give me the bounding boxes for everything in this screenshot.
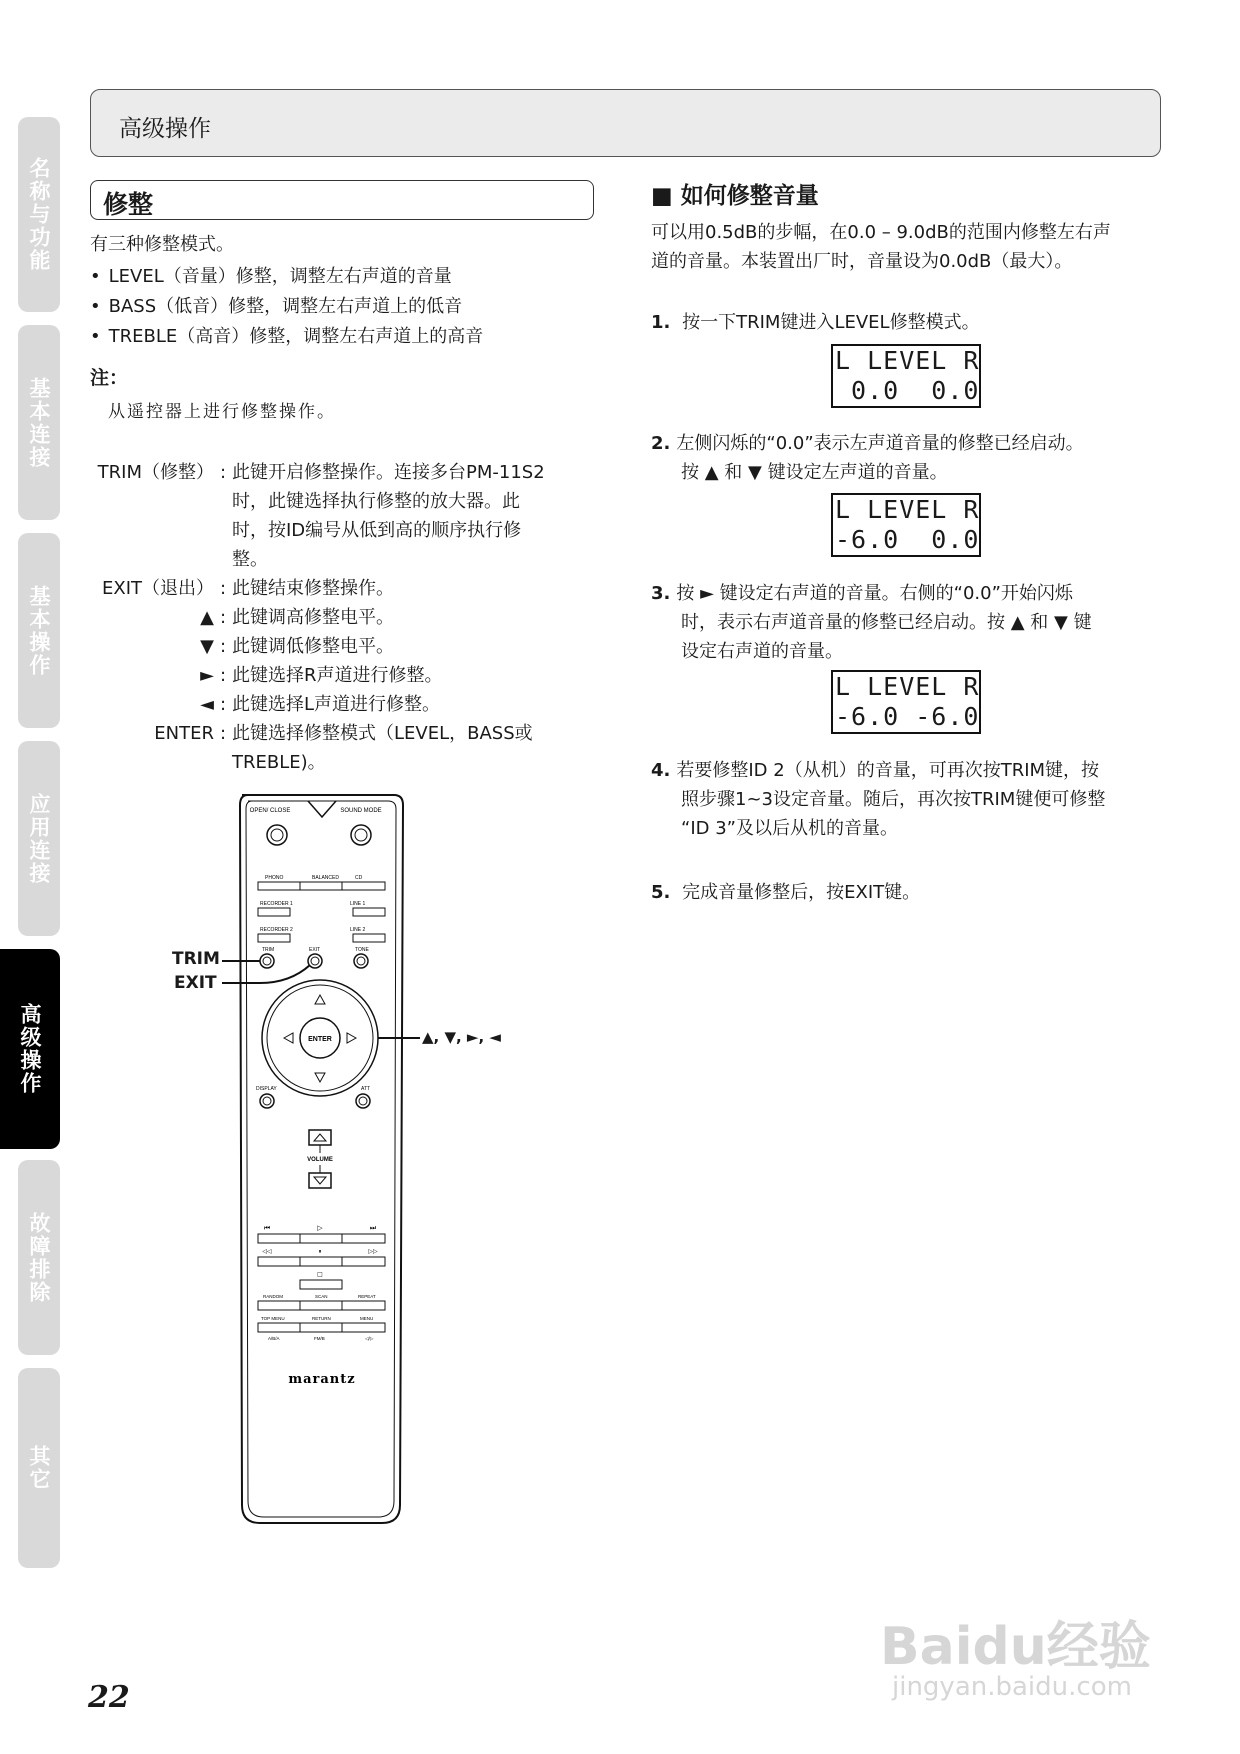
right-section-title: ■ 如何修整音量 — [651, 183, 819, 209]
key-row: ENTER : 此键选择修整模式（LEVEL，BASS或 TREBLE)。 — [90, 719, 600, 777]
tone-button[interactable] — [354, 954, 368, 968]
key-name: ENTER — [154, 723, 214, 744]
line1-label: LINE 1 — [350, 901, 366, 907]
rewind-icon: ◁◁ — [262, 1248, 272, 1255]
key-desc-line: 此键调高修整电平。 — [232, 607, 394, 628]
key-name: TRIM（修整） — [97, 462, 214, 483]
line1-button[interactable] — [353, 908, 385, 916]
return-label: RETURN — [312, 1316, 331, 1321]
scan-label: SCAN — [315, 1294, 328, 1299]
key-row: TRIM（修整） : 此键开启修整操作。连接多台PM-11S2 时，此键选择执行修整的放大器。此 时，按ID编号从低到高的顺序执行修 整。 — [90, 458, 600, 574]
bullet-item — [90, 292, 462, 321]
lcd-display — [831, 493, 981, 557]
recorder1-label: RECORDER 1 — [260, 901, 293, 907]
key-desc — [232, 719, 600, 777]
key-row: EXIT（退出） : 此键结束修整操作。 — [90, 574, 600, 603]
key-desc-line: 此键调低修整电平。 — [232, 636, 394, 657]
key-desc-line: 此键选择R声道进行修整。 — [232, 665, 443, 686]
sidetab-label: 应用连接 — [27, 792, 51, 885]
step-text: 按 ► 键设定右声道的音量。右侧的“0.0”开始闪烁 — [676, 583, 1073, 604]
balanced-label: BALANCED — [312, 875, 339, 881]
step-text: 左侧闪烁的“0.0”表示左声道音量的修整已经启动。 — [676, 433, 1084, 454]
phono-label: PHONO — [265, 875, 284, 881]
recorder2-label: RECORDER 2 — [260, 927, 293, 933]
recorder2-button[interactable] — [258, 934, 290, 942]
step-text: 时，表示右声道音量的修整已经启动。按 ▲ 和 ▼ 键 — [681, 612, 1092, 633]
key-row: ▼ : 此键调低修整电平。 — [90, 632, 600, 661]
step-3 — [651, 579, 1092, 666]
watermark-url: jingyan.baidu.com — [892, 1672, 1132, 1702]
source-button-row[interactable] — [258, 882, 385, 890]
step-text: 设定右声道的音量。 — [681, 641, 843, 662]
open-close-button[interactable] — [267, 825, 287, 845]
fmb-label: FM/B — [314, 1336, 325, 1341]
key-name: ▲ — [200, 607, 214, 628]
sidetab-label: 高级操作 — [18, 1003, 42, 1095]
menu-button-row[interactable] — [258, 1323, 385, 1332]
key-desc-line: 此键开启修整操作。连接多台PM-11S2 — [232, 462, 545, 483]
fast-forward-icon: ▷▷ — [368, 1248, 378, 1255]
brand-logo: marantz — [288, 1372, 356, 1387]
intro-text: 有三种修整模式。 — [90, 234, 234, 255]
arrows-callout: ▲, ▼, ►, ◄ — [422, 1028, 501, 1046]
sidetab-label: 基本操作 — [27, 584, 51, 677]
remote-control-illustration — [160, 785, 540, 1530]
step-5 — [651, 878, 920, 907]
right-intro-line: 道的音量。本装置出厂时，音量设为0.0dB（最大）。 — [651, 251, 1073, 272]
open-close-label: OPEN/ CLOSE — [249, 808, 291, 814]
step-text: 若要修整ID 2（从机）的音量，可再次按TRIM键，按 — [676, 760, 1100, 781]
note-title: 注： — [90, 367, 129, 389]
sidetab-troubleshooting[interactable] — [18, 1160, 60, 1355]
repeat-label: REPEAT — [358, 1294, 376, 1299]
key-row: ▲ : 此键调高修整电平。 — [90, 603, 600, 632]
key-desc-line: 此键结束修整操作。 — [232, 578, 394, 599]
sidetab-names-functions[interactable] — [18, 117, 60, 312]
key-name: ► — [200, 665, 214, 686]
lcd-line: L LEVEL R — [835, 346, 980, 375]
key-desc-line: 时，按ID编号从低到高的顺序执行修 — [232, 520, 522, 541]
sidetab-basic-connection[interactable] — [18, 325, 60, 520]
step-text: 完成音量修整后，按EXIT键。 — [682, 882, 921, 903]
display-button[interactable] — [260, 1094, 274, 1108]
sound-mode-button[interactable] — [351, 825, 371, 845]
display-label: DISPLAY — [256, 1086, 277, 1092]
step-4 — [651, 756, 1105, 843]
bullet-text: TREBLE（高音）修整，调整左右声道上的高音 — [108, 326, 484, 347]
enter-label: ENTER — [308, 1036, 332, 1043]
step-number: 5. — [651, 882, 671, 903]
step-number: 1. — [651, 312, 671, 333]
skip-back-icon: ⏮ — [263, 1224, 271, 1232]
line2-button[interactable] — [353, 934, 385, 942]
key-name: ◄ — [200, 694, 214, 715]
chapter-header — [90, 89, 1161, 157]
lcd-line: L LEVEL R — [835, 672, 980, 701]
line2-label: LINE 2 — [350, 927, 366, 933]
transport-row-1[interactable] — [258, 1234, 385, 1243]
trim-small-label: TRIM — [262, 947, 275, 953]
right-intro-line: 可以用0.5dB的步幅，在0.0 – 9.0dB的范围内修整左右声 — [651, 222, 1111, 243]
stop-icon: □ — [317, 1271, 323, 1278]
volume-label: VOLUME — [307, 1157, 333, 1163]
random-label: RANDOM — [263, 1294, 283, 1299]
play-icon: ▷ — [317, 1224, 323, 1232]
sidetab-label: 故障排除 — [27, 1211, 51, 1304]
lcd-line: -6.0 0.0 — [835, 525, 980, 554]
step-2 — [651, 429, 1084, 487]
step-number: 2. — [651, 433, 671, 454]
note-text: 从遥控器上进行修整操作。 — [108, 402, 336, 422]
lr-label: ◁/▷ — [365, 1337, 374, 1342]
sidetab-label: 其它 — [27, 1445, 51, 1491]
att-button[interactable] — [356, 1094, 370, 1108]
sidetab-advanced-operation[interactable] — [0, 949, 60, 1149]
key-desc-line: 时，此键选择执行修整的放大器。此 — [232, 491, 520, 512]
step-1 — [651, 308, 980, 337]
bullet-item — [90, 262, 452, 291]
bullet-text: LEVEL（音量）修整，调整左右声道的音量 — [108, 266, 452, 287]
exit-callout: EXIT — [174, 973, 217, 993]
lcd-line: -6.0 -6.0 — [835, 702, 980, 731]
pause-icon: ⏸ — [318, 1248, 322, 1255]
recorder1-button[interactable] — [258, 908, 290, 916]
key-name: EXIT（退出） — [101, 578, 214, 599]
key-descriptions — [90, 458, 600, 777]
key-desc-line: 此键选择修整模式（LEVEL，BASS或 — [232, 723, 533, 744]
key-name: ▼ — [200, 636, 214, 657]
lcd-line: L LEVEL R — [835, 495, 980, 524]
volume-down-button[interactable] — [309, 1173, 331, 1188]
section-header — [90, 180, 594, 220]
sound-mode-label: SOUND MODE — [340, 808, 382, 814]
tone-small-label: TONE — [355, 947, 369, 953]
skip-forward-icon: ⏭ — [369, 1224, 377, 1232]
menu-label: MENU — [360, 1316, 374, 1321]
sidetab-others[interactable] — [18, 1368, 60, 1568]
key-desc-line: 整。 — [232, 549, 268, 570]
sidetab-application-connection[interactable] — [18, 741, 60, 936]
lcd-line: 0.0 0.0 — [835, 376, 980, 405]
trim-button[interactable] — [260, 954, 274, 968]
step-text: “ID 3”及以后从机的音量。 — [681, 818, 898, 839]
lcd-display — [831, 344, 981, 408]
top-menu-label: TOP MENU — [261, 1316, 285, 1321]
section-title: 修整 — [103, 190, 154, 219]
sidetab-label: 基本连接 — [27, 376, 51, 469]
step-text: 按 ▲ 和 ▼ 键设定左声道的音量。 — [681, 462, 948, 483]
bullet-text: BASS（低音）修整，调整左右声道上的低音 — [108, 296, 463, 317]
key-desc — [232, 458, 600, 574]
sidetab-label: 名称与功能 — [27, 157, 51, 272]
cd-label: CD — [355, 875, 363, 881]
page-number: 22 — [88, 1680, 130, 1715]
step-text: 照步骤1~3设定音量。随后，再次按TRIM键便可修整 — [681, 789, 1106, 810]
key-row: ► : 此键选择R声道进行修整。 — [90, 661, 600, 690]
chapter-title: 高级操作 — [119, 116, 211, 142]
mode-button-row[interactable] — [258, 1301, 385, 1310]
att-label: ATT — [361, 1086, 371, 1092]
key-row: ◄ : 此键选择L声道进行修整。 — [90, 690, 600, 719]
transport-row-2[interactable] — [258, 1257, 385, 1266]
step-number: 3. — [651, 583, 671, 604]
sidetab-basic-operation[interactable] — [18, 533, 60, 728]
exit-small-label: EXIT — [309, 947, 321, 953]
watermark-logo: Baidu经验 — [880, 1617, 1151, 1677]
step-text: 按一下TRIM键进入LEVEL修整模式。 — [682, 312, 980, 333]
aba-label: A/B/A — [268, 1336, 280, 1341]
key-desc-line: TREBLE)。 — [232, 752, 326, 773]
bullet-item — [90, 322, 483, 351]
stop-button[interactable] — [300, 1280, 342, 1289]
volume-up-button[interactable] — [309, 1130, 331, 1145]
lcd-display — [831, 670, 981, 734]
key-desc-line: 此键选择L声道进行修整。 — [232, 694, 441, 715]
trim-callout: TRIM — [172, 949, 220, 969]
step-number: 4. — [651, 760, 671, 781]
